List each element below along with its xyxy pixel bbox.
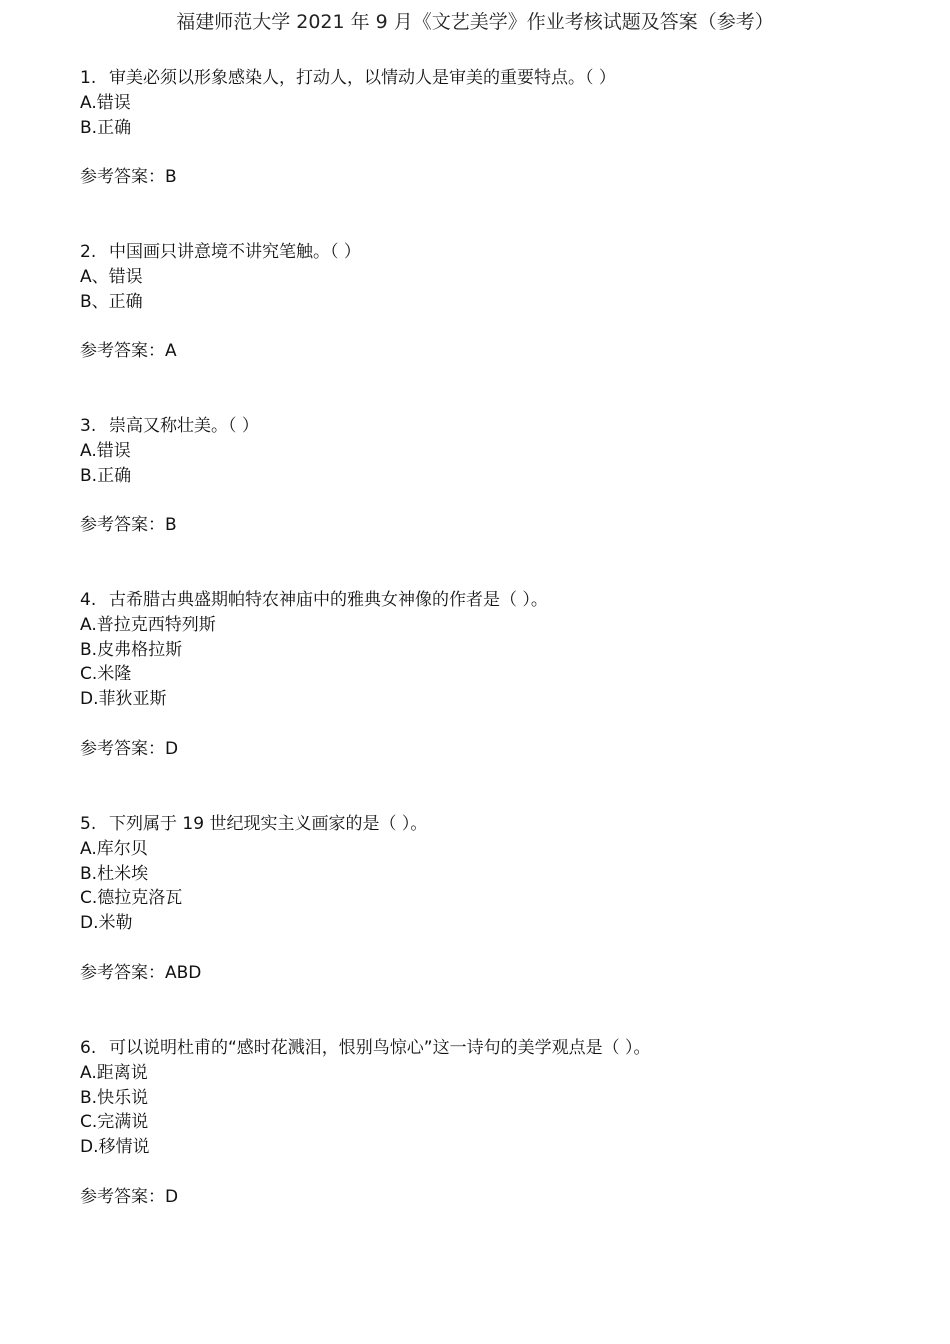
- option-b: B.皮弗格拉斯: [80, 639, 183, 660]
- question-stem: [80, 588, 900, 613]
- option-b: B.快乐说: [80, 1087, 149, 1108]
- question-stem: [80, 240, 900, 265]
- option-a: A.普拉克西特列斯: [80, 614, 216, 635]
- reference-answer: [80, 513, 900, 538]
- answer-label: 参考答案：: [80, 341, 165, 362]
- question-stem: [80, 414, 900, 439]
- option-c: C.德拉克洛瓦: [80, 888, 183, 909]
- option-d: D.移情说: [80, 1137, 150, 1158]
- question-4: [80, 588, 900, 812]
- question-number: 2.: [80, 242, 97, 262]
- question-text: 崇高又称壮美。（ ）: [109, 416, 259, 436]
- option-a: A.库尔贝: [80, 838, 148, 859]
- answer-label: 参考答案：: [80, 738, 165, 759]
- answer-label: 参考答案：: [80, 167, 165, 188]
- answer-value: ABD: [165, 962, 202, 983]
- question-5: [80, 812, 900, 1036]
- reference-answer: [80, 165, 900, 190]
- question-number: 3.: [80, 416, 97, 436]
- option-d: D.米勒: [80, 913, 133, 934]
- answer-value: B: [165, 167, 177, 188]
- question-text: 可以说明杜甫的“感时花溅泪，恨别鸟惊心”这一诗句的美学观点是（ ）。: [109, 1038, 651, 1058]
- question-text: 审美必须以形象感染人，打动人，以情动人是审美的重要特点。（ ）: [109, 68, 616, 88]
- option-b: B.正确: [80, 465, 132, 486]
- question-number: 6.: [80, 1038, 97, 1058]
- option-a: A.错误: [80, 440, 131, 461]
- answer-label: 参考答案：: [80, 1186, 165, 1207]
- question-6: [80, 1036, 900, 1210]
- option-a: A、错误: [80, 266, 143, 287]
- question-list: [80, 66, 900, 1210]
- question-stem: [80, 66, 900, 91]
- option-a: A.错误: [80, 92, 131, 113]
- option-b: B.杜米埃: [80, 863, 149, 884]
- question-text: 古希腊古典盛期帕特农神庙中的雅典女神像的作者是（ ）。: [109, 590, 548, 610]
- option-a: A.距离说: [80, 1062, 148, 1083]
- question-3: [80, 414, 900, 588]
- reference-answer: [80, 1185, 900, 1210]
- question-stem: [80, 812, 900, 837]
- question-1: [80, 66, 900, 240]
- question-text: 中国画只讲意境不讲究笔触。（ ）: [109, 242, 361, 262]
- option-d: D.菲狄亚斯: [80, 689, 167, 710]
- option-c: C.完满说: [80, 1112, 149, 1133]
- option-b: B、正确: [80, 291, 143, 312]
- answer-value: D: [165, 738, 179, 759]
- answer-label: 参考答案：: [80, 515, 165, 536]
- reference-answer: [80, 961, 900, 986]
- option-b: B.正确: [80, 117, 132, 138]
- reference-answer: [80, 737, 900, 762]
- question-text: 下列属于 19 世纪现实主义画家的是（ ）。: [109, 814, 428, 834]
- answer-value: D: [165, 1186, 179, 1207]
- question-number: 4.: [80, 590, 97, 610]
- question-stem: [80, 1036, 900, 1061]
- page-header-title: 福建师范大学 2021 年 9 月《文艺美学》作业考核试题及答案（参考）: [176, 11, 774, 33]
- question-number: 5.: [80, 814, 97, 834]
- option-c: C.米隆: [80, 664, 132, 685]
- answer-value: B: [165, 515, 177, 536]
- reference-answer: [80, 339, 900, 364]
- question-number: 1.: [80, 68, 97, 88]
- answer-value: A: [165, 341, 177, 362]
- question-2: [80, 240, 900, 414]
- answer-label: 参考答案：: [80, 962, 165, 983]
